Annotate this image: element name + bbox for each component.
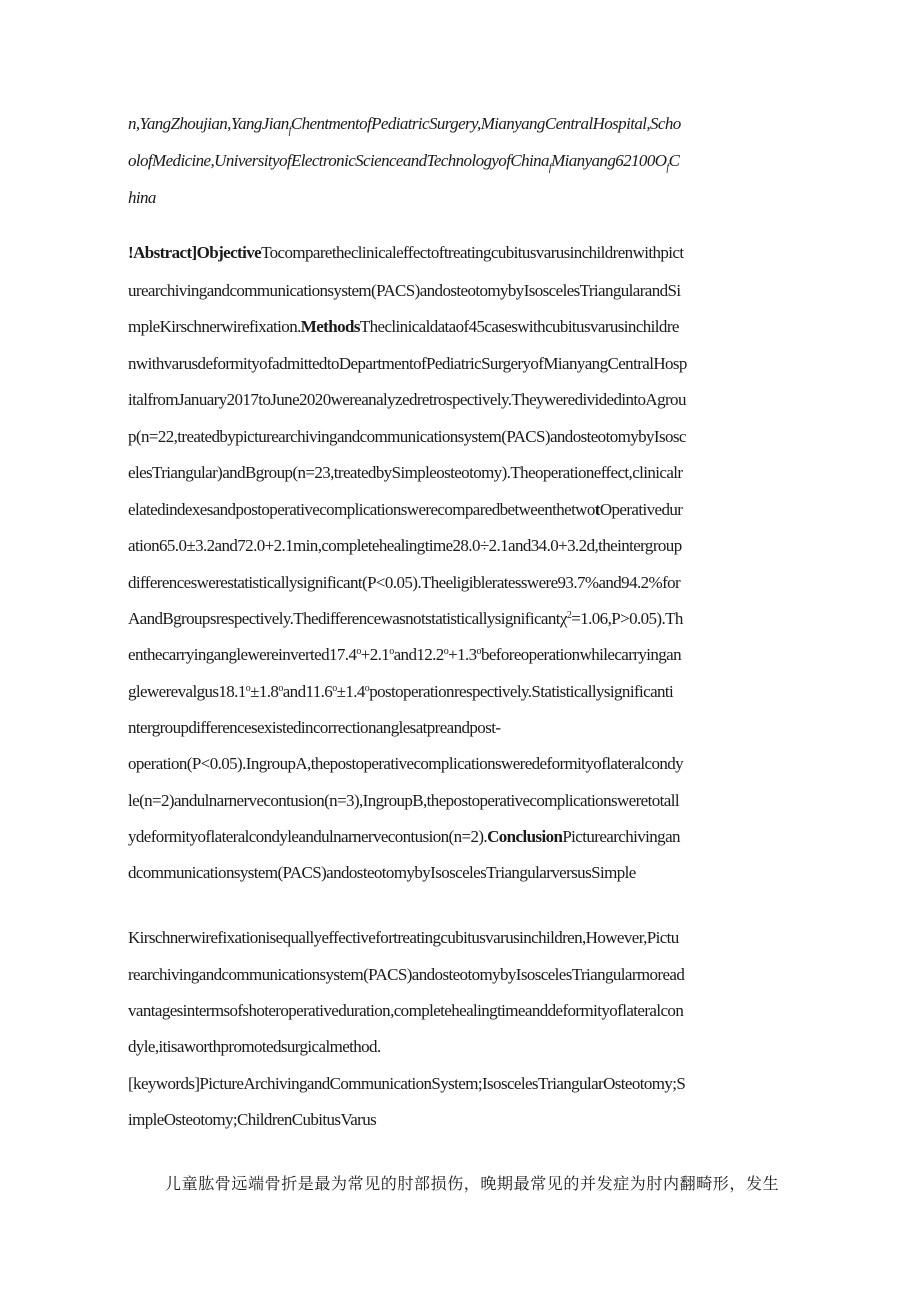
keywords-line-2: impleOsteotomy;ChildrenCubitusVarus — [128, 1110, 377, 1129]
abstract-line-17: ydeformityoflateralcondyleandulnarnervecontusion(n=2).ConclusionPicturearchivingan — [128, 827, 680, 846]
abstract-line-1: !Abstract]ObjectiveTocomparetheclinicaleffectoftreatingcubitusvarusinchildrenwithpict — [128, 243, 684, 262]
abstract-line-18: dcommunicationsystem(PACS)andosteotomybyIsoscelesTriangularversusSimple — [128, 863, 636, 882]
abstract-prefix: ! — [128, 243, 134, 262]
methods-label: Methods — [300, 317, 360, 336]
abstract-line-2: urearchivingandcommunicationsystem(PACS)andosteotomybyIsoscelesTriangularandSi — [128, 281, 681, 300]
abstract-line-16: le(n=2)andulnarnervecontusion(n=3),IngroupB,thepostoperativecomplicationsweretotall — [128, 791, 679, 810]
abstract-line-5: italfromJanuary2017toJune2020wereanalyzedretrospectively.TheyweredividedintoAgrou — [128, 390, 686, 409]
abstract-line-10: differenceswerestatisticallysignificant(P<0.05).Theeligibleratesswere93.7%and94.2%for — [128, 573, 681, 592]
abstract-line-6: p(n=22,treatedbypicturearchivingandcommunicationsystem(PACS)andosteotomybyIsosc — [128, 427, 686, 446]
abstract-line-3: mpleKirschnerwirefixation.MethodsTheclinicaldataof45caseswithcubitusvarusinchildre — [128, 317, 679, 336]
abstract-line-15: operation(P<0.05).IngroupA,thepostoperativecomplicationsweredeformityoflateralcondy — [128, 754, 684, 773]
abstract-line-4: nwithvarusdeformityofadmittedtoDepartmentofPediatricSurgeryofMianyangCentralHosp — [128, 354, 687, 373]
objective-label: Objective — [196, 243, 262, 262]
affiliation-line-1: n,YangZhoujian,YangJian$_f$ChentmentofPediatricSurgery,MianyangCentralHospital,Scho — [128, 114, 681, 137]
abstract-line-9: ation65.0±3.2and72.0+2.1min,completehealingtime28.0÷2.1and34.0+3.2d,theintergroup — [128, 536, 682, 555]
conclusion-label: Conclusion — [487, 827, 563, 846]
abstract-line-11: AandBgroupsrespectively.Thedifferencewasnotstatisticallysignificantχ$^2$=1.06,P>0.05).Th — [128, 609, 683, 628]
affiliation-line-3: hina — [128, 188, 156, 207]
conclusion-line-4: dyle,itisaworthpromotedsurgicalmethod. — [128, 1037, 381, 1056]
keywords-line-1: [keywords]PictureArchivingandCommunicationSystem;IsoscelesTriangularOsteotomy;S — [128, 1074, 686, 1093]
affiliation-line-2: $olofMedicine,UniversityofElectronicScienceandTechnologyofChina_fMianyang62100O_fC$ — [128, 151, 680, 174]
conclusion-line-2: rearchivingandcommunicationsystem(PACS)andosteotomybyIsoscelesTriangularmoread — [128, 965, 685, 984]
abstract-line-7: elesTriangular)andBgroup(n=23,treatedbySimpleosteotomy).Theoperationeffect,clinicalr — [128, 463, 683, 482]
abstract-line-8: elatedindexesandpostoperativecomplicationswerecomparedbetweenthetwotOperativedur — [128, 500, 683, 519]
abstract-line-14: ntergroupdifferencesexistedincorrectionanglesatpreandpost- — [128, 718, 501, 737]
abstract-label: Abstract] — [133, 243, 197, 262]
abstract-line-12: $enthecarryinganglewereinverted17.4^o+2.1^oand12.2^o+1.3^obeforeoperationwhilecarryingan$ — [128, 645, 682, 664]
abstract-line-13: $glewerevalgus18.1^o\pm 1.8^oand11.6^o\pm 1.4^opostoperationrespectively.Statisticallysignificanti$ — [128, 682, 674, 701]
conclusion-line-3: vantagesintermsofshoteroperativeduration,completehealingtimeanddeformityoflateralcon — [128, 1001, 684, 1020]
conclusion-line-1: Kirschnerwirefixationisequallyeffectivefortreatingcubitusvarusinchildren,However,Pictu — [128, 928, 679, 947]
body-paragraph-first-line: 儿童肱骨远端骨折是最为常见的肘部损伤，晚期最常见的并发症为肘内翻畸形，发生 — [165, 1174, 780, 1193]
